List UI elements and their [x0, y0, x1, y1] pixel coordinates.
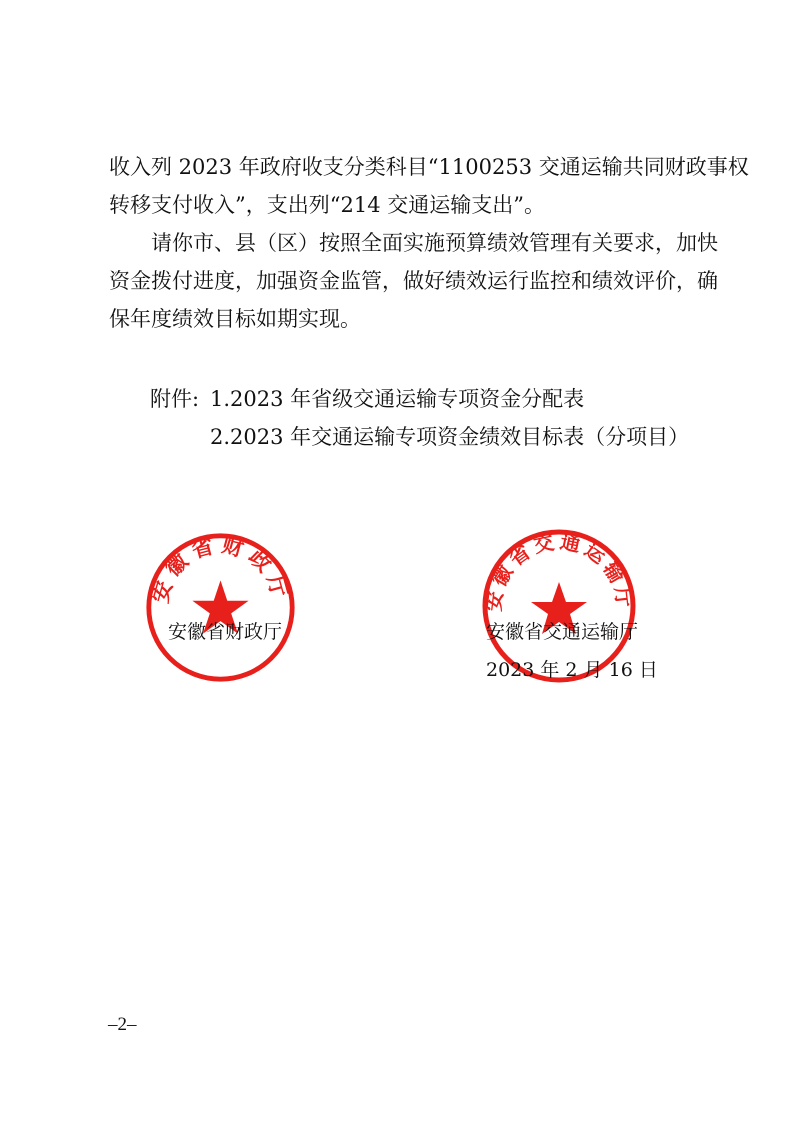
finance-department-seal [143, 530, 298, 685]
right-seal-text: 安徽省交通运输厅 [481, 529, 637, 613]
body-line-3: 请你市、县（区）按照全面实施预算绩效管理有关要求，加快 [151, 231, 718, 255]
signature-finance-department: 安徽省财政厅 [168, 621, 283, 643]
attachment-item-2: 2.2023 年交通运输专项资金绩效目标表（分项目） [210, 425, 690, 449]
signature-transport-department: 安徽省交通运输厅 [486, 621, 639, 643]
attachment-item-1: 1.2023 年省级交通运输专项资金分配表 [210, 387, 585, 411]
signature-date: 2023 年 2 月 16 日 [486, 659, 658, 681]
attachments-label: 附件: [150, 387, 200, 411]
body-line-5: 保年度绩效目标如期实现。 [109, 307, 361, 331]
page-number: –2– [108, 1014, 137, 1035]
body-line-1: 收入列 2023 年政府收支分类科目“1100253 交通运输共同财政事权 [109, 155, 749, 179]
body-line-4: 资金拨付进度，加强资金监管，做好绩效运行监控和绩效评价，确 [109, 269, 718, 293]
body-line-2: 转移支付收入”，支出列“214 交通运输支出”。 [109, 193, 545, 217]
left-seal-text: 安徽省财政厅 [148, 532, 293, 606]
